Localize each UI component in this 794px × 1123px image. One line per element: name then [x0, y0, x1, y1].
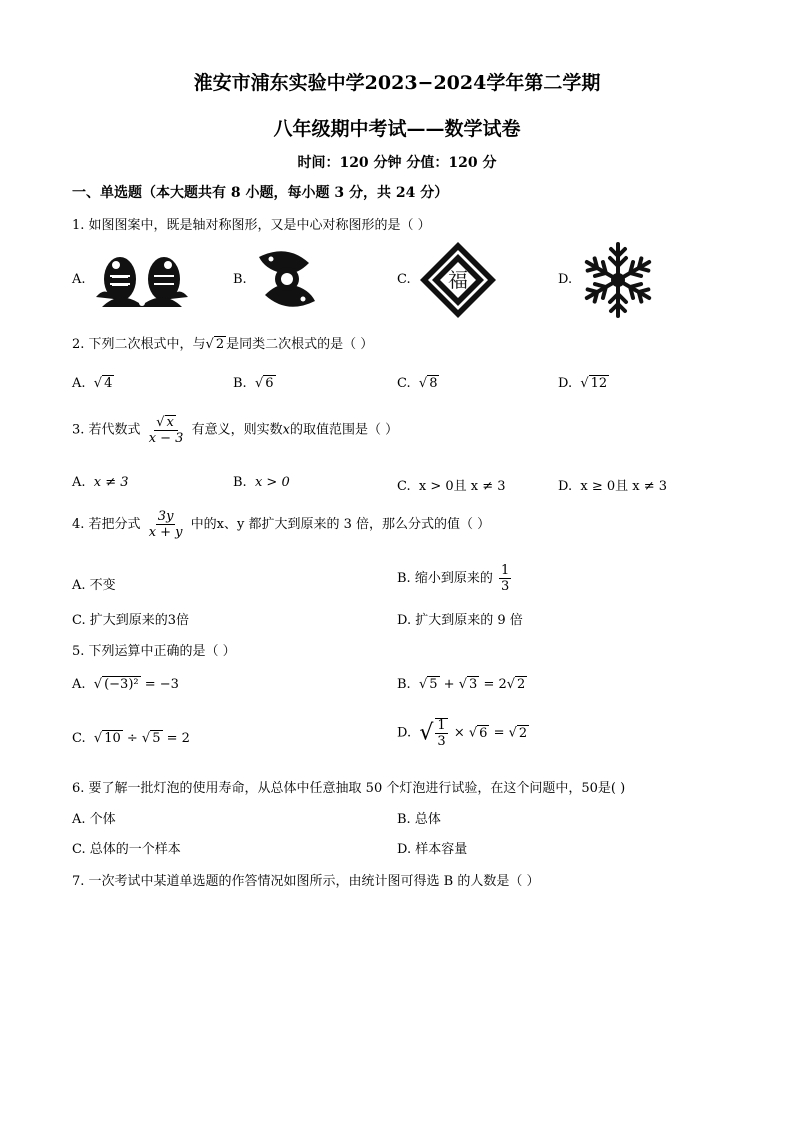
option-text: x > 0 — [254, 475, 290, 490]
exam-subtitle: 八年级期中考试——数学试卷 — [273, 118, 521, 140]
q6-option-b: B. 总体 — [397, 812, 441, 827]
q3-fraction: $\frac{√ x}{x - 3}$ — [148, 415, 184, 446]
option-label: B. — [233, 376, 247, 391]
q5-option-c: C. √ 10 ÷ √ 5 = 2 — [72, 731, 190, 746]
q2-stem-radicand: 2 — [215, 337, 225, 352]
q2-option-a: A. √ 4 — [72, 376, 113, 391]
numerator: 1 — [437, 718, 446, 733]
q3-option-a — [72, 475, 129, 490]
fu-character: 福 — [448, 268, 468, 292]
denominator: 3 — [437, 734, 446, 749]
option-text: B. 缩小到原来的 — [397, 571, 493, 586]
option-text: x ≥ 0且 x ≠ 3 — [580, 479, 668, 494]
option-label: C. — [397, 479, 411, 494]
fu-character-diamond-image — [418, 240, 498, 320]
option-label: D. — [397, 725, 412, 741]
radicand: 3 — [469, 677, 478, 692]
q4-option-c: C. 扩大到原来的3倍 — [72, 613, 190, 628]
operator: × — [453, 725, 465, 741]
operator: + — [443, 677, 455, 692]
radicand: 6 — [479, 725, 488, 741]
option-text: x ≠ 3 — [93, 475, 129, 490]
question-7-stem: 7. 一次考试中某道单选题的作答情况如图所示，由统计图可得选 B 的人数是（ ） — [72, 874, 540, 889]
twin-fish-papercut-image — [92, 245, 192, 313]
q4-numerator: 3y — [157, 509, 174, 524]
q4-b-fraction — [499, 564, 511, 593]
q3-option-b — [233, 475, 290, 490]
q6-option-d: D. 样本容量 — [397, 842, 468, 857]
q6-option-c: C. 总体的一个样本 — [72, 842, 181, 857]
radicand: 5 — [152, 731, 161, 746]
option-text: x > 0且 x ≠ 3 — [418, 479, 506, 494]
q2-option-b: B. √ 6 — [233, 376, 274, 391]
operator: = — [493, 725, 505, 741]
q3-numerator: x — [166, 415, 174, 430]
q4-denominator: x + y — [148, 525, 183, 540]
option-label: A. — [72, 677, 86, 692]
exam-title: 淮安市浦东实验中学2023−2024学年第二学期 — [193, 72, 601, 94]
question-1-stem: 1. 如图图案中，既是轴对称图形，又是中心对称图形的是（ ） — [72, 218, 431, 233]
radicand: 6 — [265, 376, 274, 391]
option-label: C. — [72, 731, 86, 746]
q1-option-c-label: C. — [397, 272, 411, 287]
denominator: 3 — [500, 579, 510, 594]
option-text: = −3 — [144, 677, 179, 692]
question-3-stem — [72, 415, 398, 445]
option-label: B. — [397, 677, 411, 692]
q5-option-d: D. √ $\frac{1}{3}$ × √ 6 = √ 2 — [397, 718, 528, 749]
question-5-stem: 5. 下列运算中正确的是（ ） — [72, 644, 236, 659]
exam-meta: 时间：120 分钟 分值：120 分 — [297, 155, 497, 171]
fish-swirl-papercut-image — [251, 243, 323, 315]
q5-d-fraction — [435, 718, 447, 748]
q3-stem-part: 3. 若代数式 — [72, 422, 141, 438]
operator: = 2 — [166, 731, 190, 746]
option-label: A. — [72, 376, 86, 391]
q2-option-d: D. √ 12 — [558, 376, 608, 391]
q2-stem-part: 2. 下列二次根式中，与 — [72, 337, 206, 352]
q3-variable: x — [282, 422, 290, 438]
radicand: 2 — [517, 677, 526, 692]
option-label: B. — [233, 475, 247, 490]
q3-option-c — [397, 475, 506, 494]
radicand: 4 — [104, 376, 113, 391]
q3-stem-part: 的取值范围是（ ） — [289, 422, 399, 438]
q5-option-b: B. √ 5 + √ 3 = 2√ 2 — [397, 677, 526, 692]
section-heading: 一、单选题（本大题共有 8 小题，每小题 3 分，共 24 分） — [72, 185, 449, 201]
q4-option-a: A. 不变 — [72, 578, 116, 593]
question-4-stem — [72, 510, 490, 539]
q1-option-b-label: B. — [233, 272, 247, 287]
q6-option-a: A. 个体 — [72, 812, 116, 827]
q4-fraction — [147, 510, 185, 539]
q4-stem-part: 中的x、y 都扩大到原来的 3 倍，那么分式的值（ ） — [190, 517, 491, 532]
radicand: 8 — [429, 376, 438, 391]
radicand: (−3)² — [104, 677, 139, 692]
operator: = 2 — [483, 677, 507, 692]
q4-stem-part: 4. 若把分式 — [72, 517, 141, 532]
option-label: A. — [72, 475, 86, 490]
radicand: 2 — [518, 725, 528, 741]
q3-stem-part: 有意义，则实数 — [191, 422, 283, 438]
q3-denominator: x − 3 — [148, 431, 184, 446]
q2-option-c: C. √ 8 — [397, 376, 438, 391]
radicand: 12 — [590, 376, 608, 391]
q2-stem-part: 是同类二次根式的是（ ） — [226, 337, 374, 352]
q5-option-a: A. √ (−3)² = −3 — [72, 677, 179, 692]
radicand: 10 — [104, 731, 121, 746]
q3-option-d — [558, 475, 667, 494]
q4-option-b — [397, 564, 513, 593]
q4-option-d: D. 扩大到原来的 9 倍 — [397, 613, 523, 628]
operator: ÷ — [126, 731, 138, 746]
q1-option-d-label: D. — [558, 272, 573, 287]
snowflake-image — [578, 238, 658, 322]
option-label: D. — [558, 479, 573, 494]
question-6-stem: 6. 要了解一批灯泡的使用寿命，从总体中任意抽取 50 个灯泡进行试验，在这个问题中，50是( ) — [72, 781, 626, 796]
option-label: C. — [397, 376, 411, 391]
numerator: 1 — [500, 563, 510, 578]
radicand: 5 — [429, 677, 438, 692]
option-label: D. — [558, 376, 573, 391]
q1-option-a-label: A. — [72, 272, 86, 287]
question-2-stem: 2. 下列二次根式中，与√ 2 是同类二次根式的是（ ） — [72, 337, 374, 352]
